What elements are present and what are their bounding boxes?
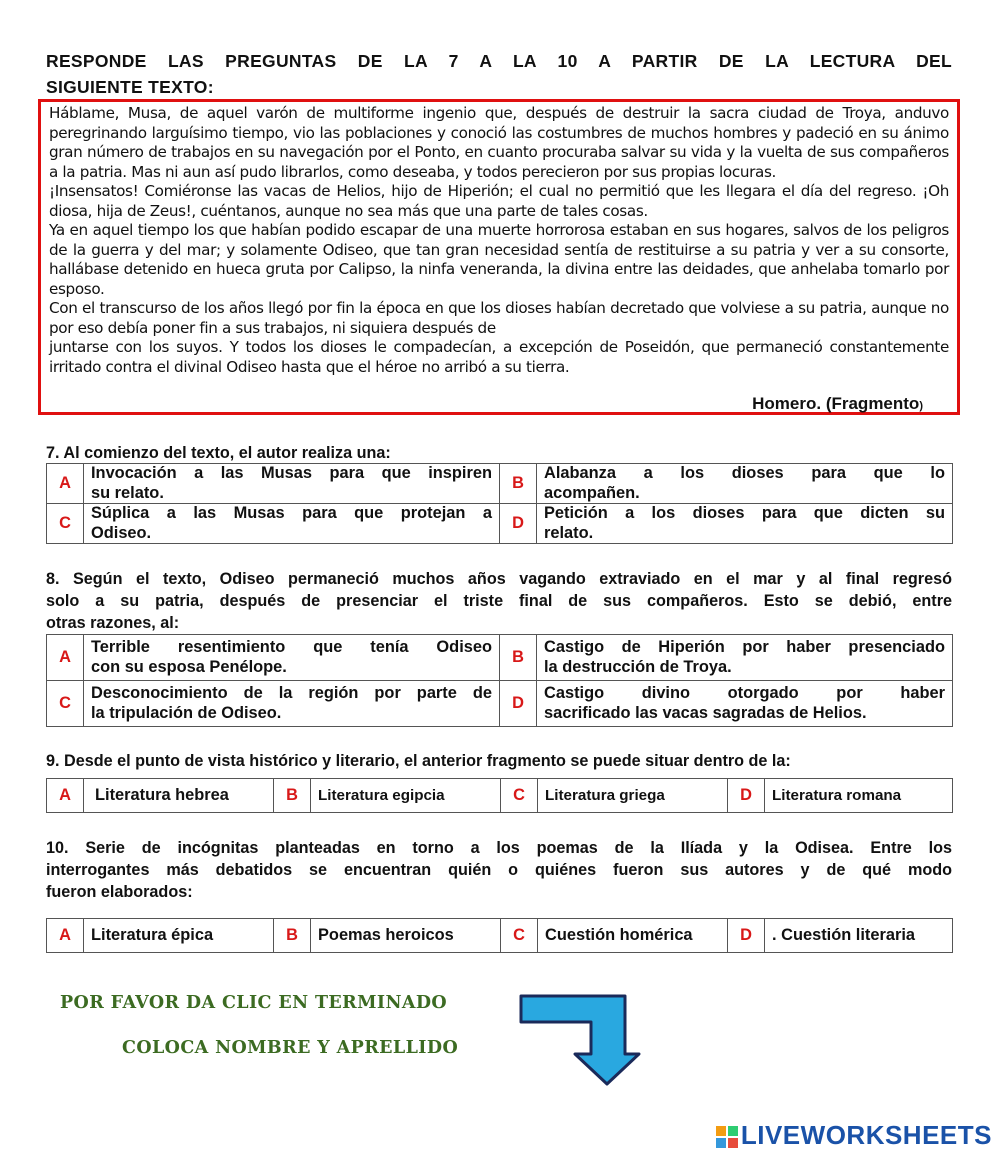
q8-option-b[interactable]: Castigo de Hiperión por haber presenciado la destrucción de Troya. (537, 635, 953, 681)
instructions-header (46, 48, 952, 100)
passage-author: Homero. (Fragmento) (752, 394, 923, 413)
option-letter: C (501, 919, 538, 953)
passage-paragraph-4b: juntarse con los suyos. Y todos los dioses le compadecían, a excepción de Poseidón, que permaneció constantemente irritado contra el divinal Odiseo hasta que el héroe no arribó a su tierra. (49, 338, 949, 376)
q9-option-c[interactable]: Literatura griega (538, 779, 728, 813)
passage-paragraph-4a: Con el transcurso de los años llegó por fin la época en que los dioses habían decretado que volviese a su patria, aunque no por eso debía poner fin a sus trabajos, ni siquiera después de (49, 299, 949, 337)
q7-option-a[interactable]: Invocación a las Musas para que inspiren su relato. (84, 464, 500, 504)
question-9: 9. Desde el punto de vista histórico y literario, el anterior fragmento se puede situar dentro de la: (46, 752, 791, 770)
q10-option-d[interactable]: . Cuestión literaria (765, 919, 953, 953)
question-9-options (46, 778, 953, 813)
option-letter: C (47, 504, 84, 544)
option-letter: C (47, 681, 84, 727)
option-letter: A (47, 635, 84, 681)
q8-option-d[interactable]: Castigo divino otorgado por haber sacrificado las vacas sagradas de Helios. (537, 681, 953, 727)
question-8-options (46, 634, 953, 727)
logo-icon (716, 1126, 738, 1148)
question-7-options (46, 463, 953, 544)
arrow-down-icon (515, 990, 645, 1090)
q9-option-d[interactable]: Literatura romana (765, 779, 953, 813)
option-letter: B (500, 464, 537, 504)
q9-option-a[interactable]: Literatura hebrea (84, 779, 274, 813)
reading-passage (38, 99, 960, 415)
option-letter: A (47, 464, 84, 504)
header-line-1: RESPONDE LAS PREGUNTAS DE LA 7 A LA 10 A PARTIR DE LA LECTURA DEL (46, 51, 952, 71)
question-10-options (46, 918, 953, 953)
liveworksheets-logo (716, 1120, 992, 1151)
option-letter: D (728, 779, 765, 813)
option-letter: B (500, 635, 537, 681)
passage-paragraph-3: Ya en aquel tiempo los que habían podido escapar de una muerte horrorosa estaban en sus hogares, salvos de los peligros de la guerra y del mar; y solamente Odiseo, que tan gran necesidad sentía de restituirse a su patria y ver a su consorte, hallábase detenido en hueca gruta por Calipso, la ninfa veneranda, la divina entre las deidades, que anhelaba tomarlo por esposo. (49, 221, 949, 298)
option-letter: A (47, 779, 84, 813)
option-letter: A (47, 919, 84, 953)
q10-option-a[interactable]: Literatura épica (84, 919, 274, 953)
header-line-2: SIGUIENTE TEXTO: (46, 77, 214, 97)
q10-option-c[interactable]: Cuestión homérica (538, 919, 728, 953)
q7-option-b[interactable]: Alabanza a los dioses para que lo acompañen. (537, 464, 953, 504)
passage-paragraph-2: ¡Insensatos! Comiéronse las vacas de Helios, hijo de Hiperión; el cual no permitió que les llegara el día del regreso. ¡Oh diosa, hija de Zeus!, cuéntanos, aunque no sea más que una parte de tales cosas. (49, 182, 949, 220)
q9-option-b[interactable]: Literatura egipcia (311, 779, 501, 813)
option-letter: D (728, 919, 765, 953)
option-letter: C (501, 779, 538, 813)
option-letter: B (274, 779, 311, 813)
q8-option-c[interactable]: Desconocimiento de la región por parte de la tripulación de Odiseo. (84, 681, 500, 727)
brand-name: LIVEWORKSHEETS (740, 1120, 992, 1150)
q7-option-c[interactable]: Súplica a las Musas para que protejan a Odiseo. (84, 504, 500, 544)
option-letter: B (274, 919, 311, 953)
q10-option-b[interactable]: Poemas heroicos (311, 919, 501, 953)
option-letter: D (500, 681, 537, 727)
question-10: 10. Serie de incógnitas planteadas en torno a los poemas de la Ilíada y la Odisea. Entre los interrogantes más debatidos se encuentran quién o quiénes fueron sus autores y de qué modo fueron elaborados: (46, 839, 952, 901)
name-instruction: COLOCA NOMBRE Y APRELLIDO (122, 1038, 459, 1058)
passage-paragraph-1: Háblame, Musa, de aquel varón de multiforme ingenio que, después de destruir la sacra ciudad de Troya, anduvo peregrinando larguísimo tiempo, vio las poblaciones y conoció las costumbres de muchos hombres y padeció en su ánimo gran número de trabajos en su navegación por el Ponto, en cuanto procuraba salvar su vida y la vuelta de sus compañeros a la patria. Mas ni aun así pudo librarlos, como deseaba, y todos perecieron por sus propias locuras. (49, 104, 949, 181)
question-7: 7. Al comienzo del texto, el autor realiza una: (46, 444, 391, 462)
option-letter: D (500, 504, 537, 544)
q7-option-d[interactable]: Petición a los dioses para que dicten su relato. (537, 504, 953, 544)
finish-instruction: POR FAVOR DA CLIC EN TERMINADO (60, 993, 448, 1013)
question-8: 8. Según el texto, Odiseo permaneció muchos años vagando extraviado en el mar y al final regresó solo a su patria, después de presenciar el triste final de sus compañeros. Esto se debió, entre otras razones, al: (46, 570, 952, 632)
q8-option-a[interactable]: Terrible resentimiento que tenía Odiseo con su esposa Penélope. (84, 635, 500, 681)
